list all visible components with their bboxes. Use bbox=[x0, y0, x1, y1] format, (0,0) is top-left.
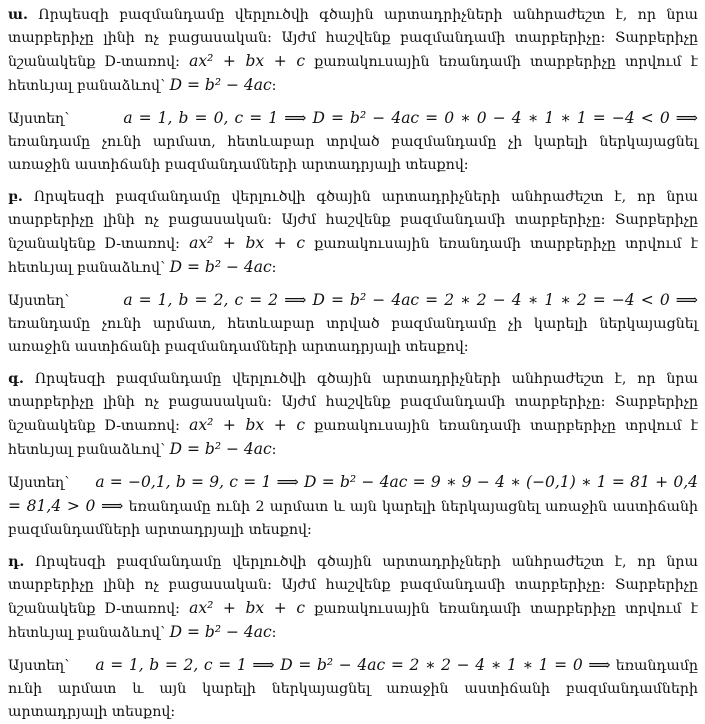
discriminant-formula: D = b² − 4ac bbox=[169, 258, 272, 276]
intro-text: Որպեսզի բազմանդամը վերլուծվի գծային արտադրիչների անհրաժեշտ է, որ նրա տարբերիչը լինի ոչ բացասական: Այժմ հաշվենք բազմանդամի տարբերիչը: Տարբերիչը նշանակենք D-տառով: bbox=[8, 554, 698, 617]
intro-text: Որպեսզի բազմանդամը վերլուծվի գծային արտադրիչների անհրաժեշտ է, որ նրա տարբերիչը լինի ոչ բացասական: Այժմ հաշվենք բազմանդամի տարբերիչը: Տարբերիչը նշանակենք D-տառով: bbox=[8, 7, 698, 70]
section-solution bbox=[8, 654, 698, 724]
intro-text: Որպեսզի բազմանդամը վերլուծվի գծային արտադրիչների անհրաժեշտ է, որ նրա տարբերիչը լինի ոչ բացասական: Այժմ հաշվենք բազմանդամի տարբերիչը: Տարբերիչը նշանակենք D-տառով: bbox=[8, 189, 698, 252]
polynomial-formula: ax² + bx + c bbox=[189, 52, 306, 70]
solution-math: a = 1, b = 2, c = 2 ⟹ D = b² − 4ac = 2 ∗ 2 − 4 ∗ 1 ∗ 2 = −4 < 0 ⟹ bbox=[123, 291, 698, 309]
intro-end: : bbox=[271, 78, 277, 94]
section-letter: դ. bbox=[8, 554, 25, 570]
intro-text-cont: քառակուսային եռանդամի տարբերիչը տրվում է հետևյալ բանաձևով՝ bbox=[8, 601, 698, 641]
section-solution bbox=[8, 471, 698, 542]
section-letter: ա. bbox=[8, 7, 28, 23]
section-intro bbox=[8, 368, 698, 462]
intro-end: : bbox=[271, 260, 277, 276]
section-c bbox=[8, 368, 698, 542]
polynomial-formula: ax² + bx + c bbox=[189, 416, 306, 434]
intro-text-cont: քառակուսային եռանդամի տարբերիչը տրվում է հետևյալ բանաձևով՝ bbox=[8, 54, 698, 94]
section-solution bbox=[8, 107, 698, 177]
section-a bbox=[8, 4, 698, 177]
section-d bbox=[8, 551, 698, 724]
solution-text: եռանդամը չունի արմատ, հետևաբար տրված բազմանդամը չի կարելի ներկայացնել առաջին աստիճանի բազմանդամների արտադրյալի տեսքով: bbox=[8, 316, 698, 355]
intro-end: : bbox=[271, 442, 277, 458]
polynomial-formula: ax² + bx + c bbox=[189, 599, 306, 617]
solution-math: a = −0,1, b = 9, c = 1 ⟹ D = b² − 4ac = 9 ∗ 9 − 4 ∗ (−0,1) ∗ 1 = 81 + 0,4 = 81,4 > 0 ⟹ bbox=[8, 473, 698, 515]
solution-lead: Այստեղ՝ bbox=[8, 475, 70, 491]
intro-end: : bbox=[271, 625, 277, 641]
intro-text: Որպեսզի բազմանդամը վերլուծվի գծային արտադրիչների անհրաժեշտ է, որ նրա տարբերիչը լինի ոչ բացասական: Այժմ հաշվենք բազմանդամի տարբերիչը: Տարբերիչը նշանակենք D-տառով: bbox=[8, 371, 698, 434]
solution-lead: Այստեղ՝ bbox=[8, 293, 70, 309]
solution-text: եռանդամը ունի 2 արմատ և այն կարելի ներկայացնել առաջին աստիճանի բազմանդամների արտադրյալի տեսքով: bbox=[8, 499, 699, 538]
section-letter: բ. bbox=[8, 189, 23, 205]
section-intro bbox=[8, 551, 698, 645]
intro-text-cont: քառակուսային եռանդամի տարբերիչը տրվում է հետևյալ բանաձևով՝ bbox=[8, 236, 698, 276]
section-b bbox=[8, 186, 698, 359]
solution-lead: Այստեղ՝ bbox=[8, 658, 70, 674]
solution-text: եռանդամը չունի արմատ, հետևաբար տրված բազմանդամը չի կարելի ներկայացնել առաջին աստիճանի բազմանդամների արտադրյալի տեսքով: bbox=[8, 134, 698, 173]
intro-text-cont: քառակուսային եռանդամի տարբերիչը տրվում է հետևյալ բանաձևով՝ bbox=[8, 418, 698, 458]
solution-math: a = 1, b = 2, c = 1 ⟹ D = b² − 4ac = 2 ∗ 2 − 4 ∗ 1 ∗ 1 = 0 ⟹ bbox=[95, 656, 611, 674]
discriminant-formula: D = b² − 4ac bbox=[169, 76, 272, 94]
discriminant-formula: D = b² − 4ac bbox=[169, 440, 272, 458]
section-intro bbox=[8, 4, 698, 98]
polynomial-formula: ax² + bx + c bbox=[189, 234, 306, 252]
solution-lead: Այստեղ՝ bbox=[8, 111, 70, 127]
solution-math: a = 1, b = 0, c = 1 ⟹ D = b² − 4ac = 0 ∗ 0 − 4 ∗ 1 ∗ 1 = −4 < 0 ⟹ bbox=[123, 109, 698, 127]
section-letter: գ. bbox=[8, 371, 24, 387]
solution-text: եռանդամը ունի արմատ և այն կարելի ներկայացնել առաջին աստիճանի բազմանդամների արտադրյալի տեսքով: bbox=[8, 658, 698, 720]
section-solution bbox=[8, 289, 698, 359]
section-intro bbox=[8, 186, 698, 280]
discriminant-formula: D = b² − 4ac bbox=[169, 623, 272, 641]
